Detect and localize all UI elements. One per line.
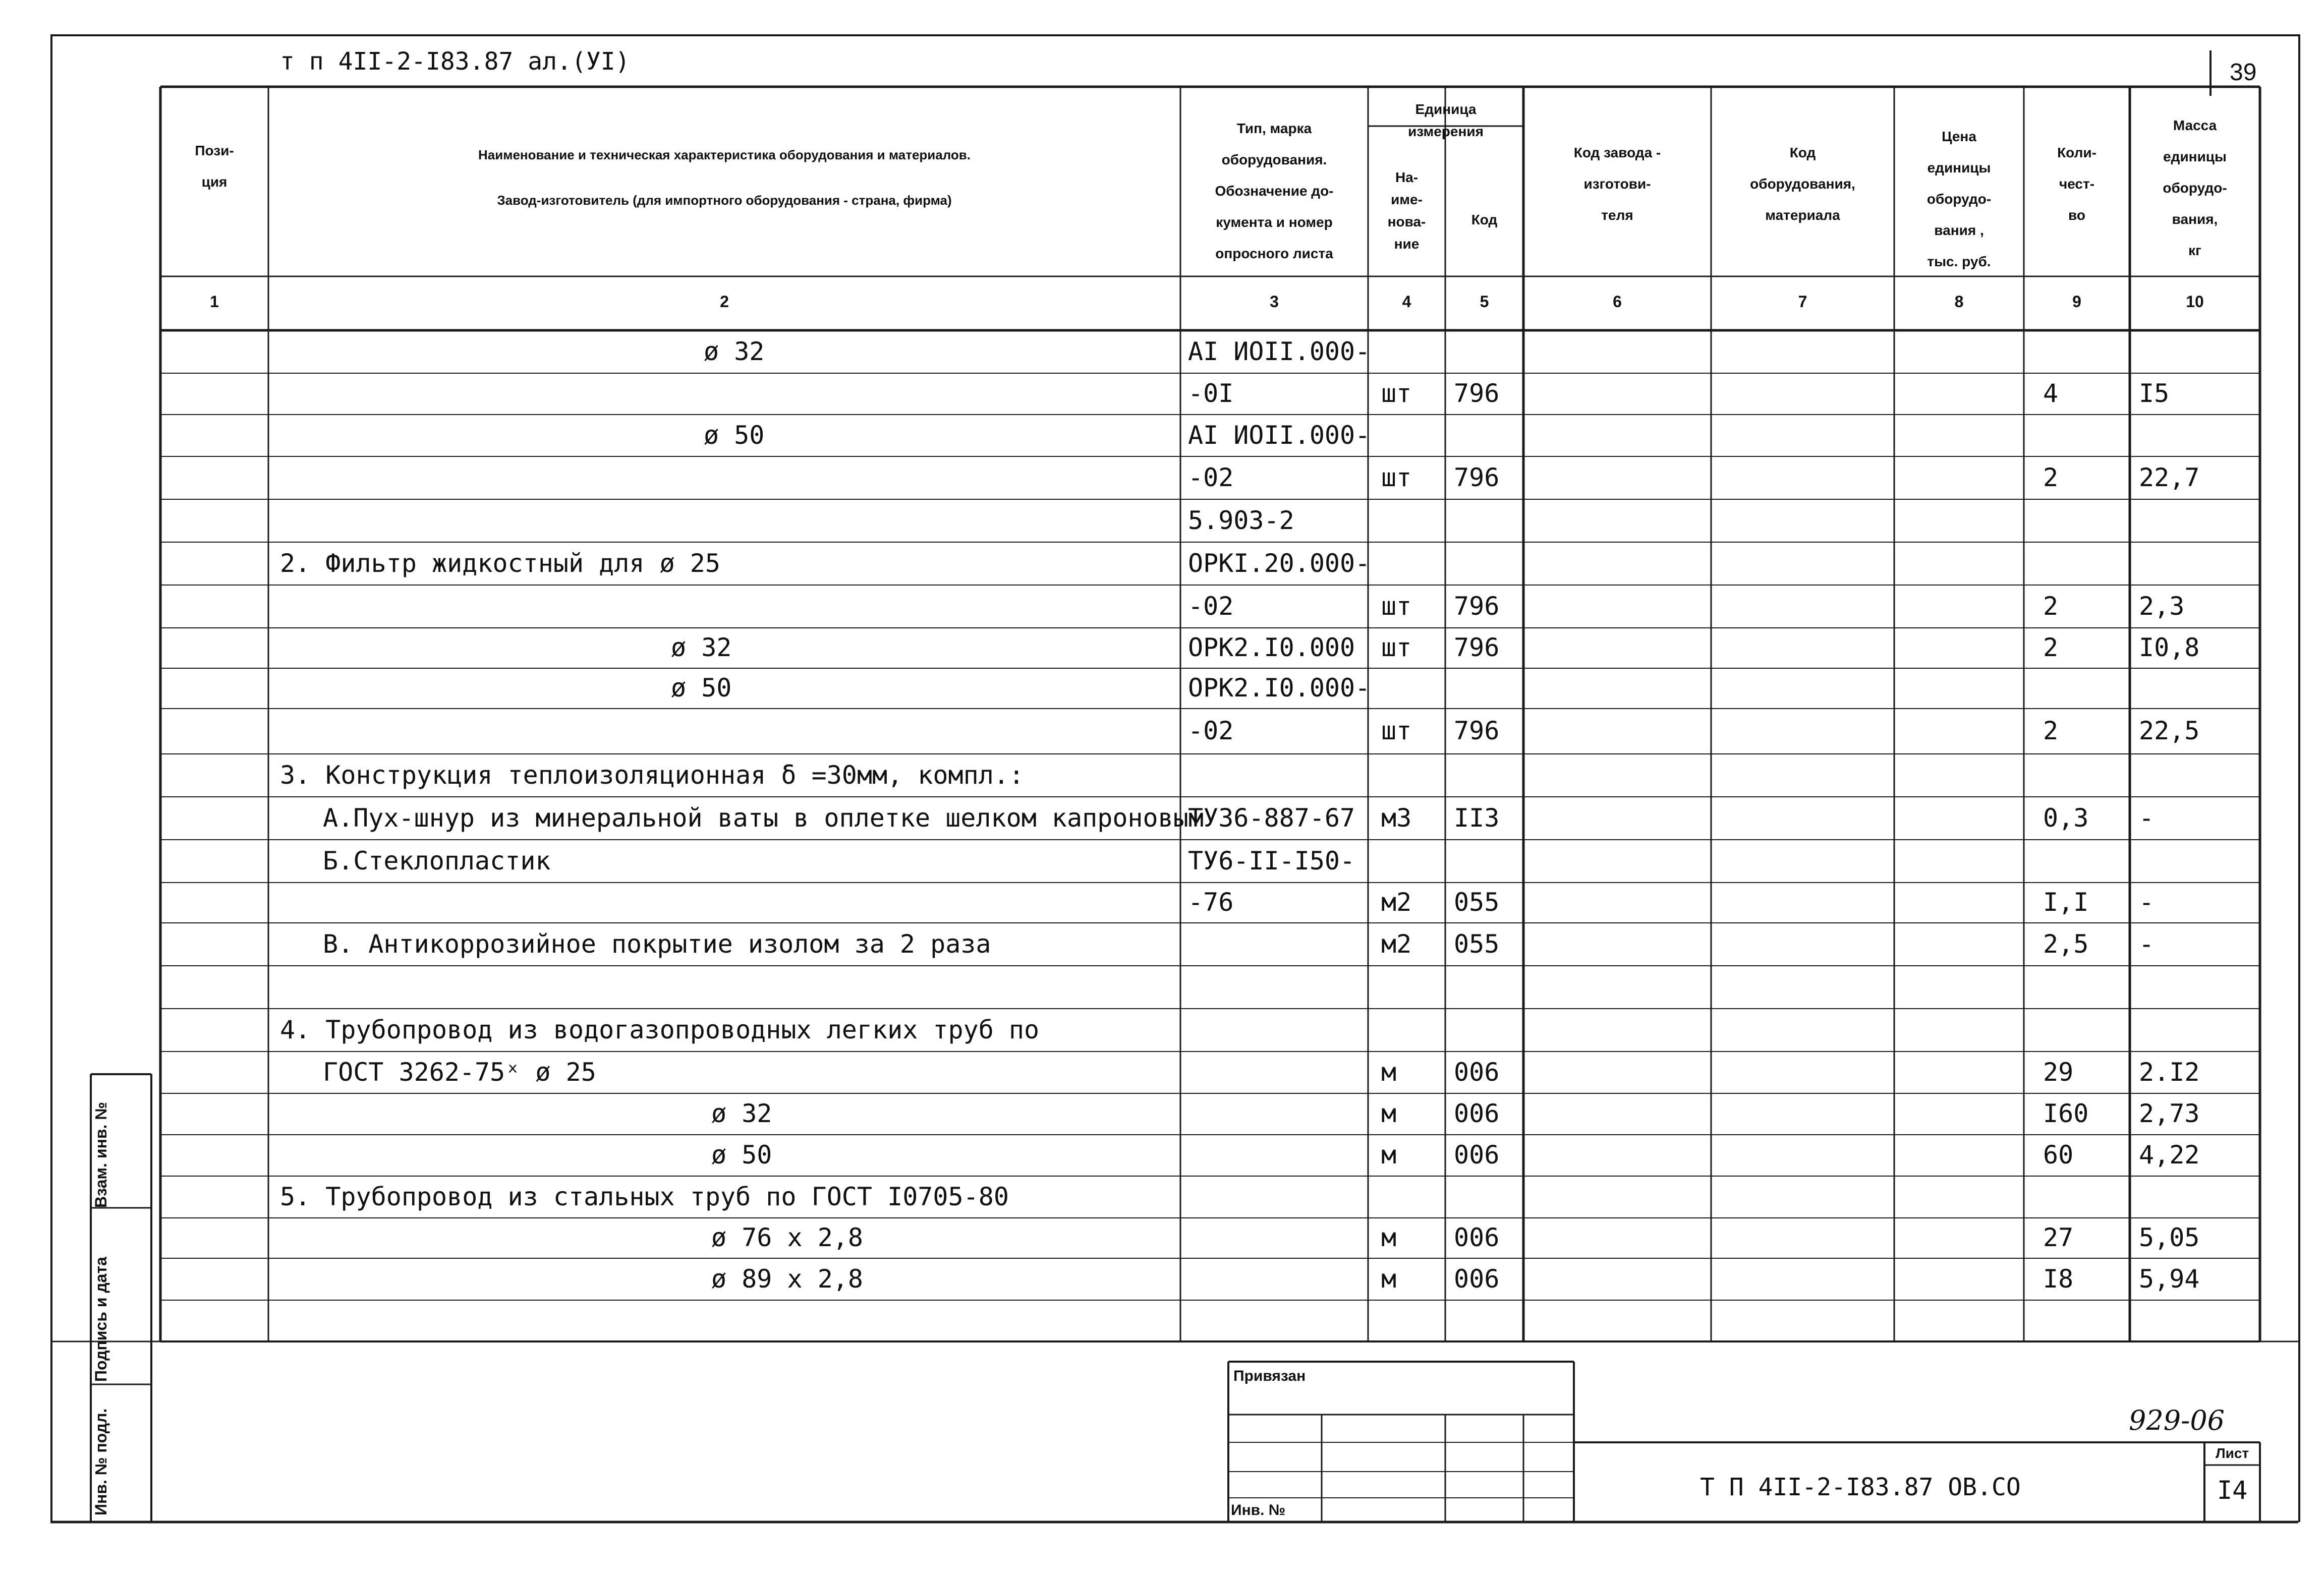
- row-unit-name: м: [1381, 1223, 1397, 1252]
- column-number-7: 7: [1798, 293, 1807, 311]
- row-quantity: 27: [2043, 1223, 2074, 1252]
- row-unit-code: 796: [1454, 633, 1500, 662]
- row-unit-mass: 22,5: [2139, 716, 2200, 745]
- row-item-name: ø 32: [704, 336, 765, 366]
- row-quantity: I60: [2043, 1099, 2089, 1128]
- column-number-9: 9: [2072, 293, 2081, 311]
- row-doc-designation: ОРКI.20.000-: [1188, 548, 1371, 578]
- row-doc-designation: -0I: [1188, 379, 1234, 408]
- signature-date-label: Подпись и дата: [92, 1257, 110, 1382]
- row-quantity: 2: [2043, 633, 2059, 662]
- row-item-name: А.Пух-шнур из минеральной ваты в оплетке шелком капроновым: [323, 803, 1204, 833]
- row-unit-name: м3: [1381, 803, 1412, 833]
- row-unit-code: 006: [1454, 1140, 1500, 1170]
- row-unit-mass: 2,3: [2139, 591, 2185, 621]
- row-unit-code: 796: [1454, 591, 1500, 621]
- column-header-2: Наименование и техническая характеристика оборудования и материалов. Завод-изготовитель (для импортного оборудования - страна, фирма): [478, 147, 971, 208]
- column-header-6: Код завода - изготови- теля: [1573, 145, 1661, 223]
- row-item-name: ø 50: [704, 420, 765, 450]
- row-doc-designation: АI ИОII.000-: [1188, 420, 1371, 450]
- row-doc-designation: АI ИОII.000-: [1188, 336, 1371, 366]
- row-unit-name: м: [1381, 1057, 1397, 1087]
- column-header-4: На- име- нова- ние: [1387, 169, 1426, 252]
- row-unit-name: м: [1381, 1099, 1397, 1128]
- doc-designation: Т П 4II-2-I83.87 ОВ.СО: [1700, 1473, 2021, 1501]
- row-item-name: Б.Стеклопластик: [323, 846, 551, 875]
- row-doc-designation: 5.903-2: [1188, 505, 1294, 535]
- row-unit-code: 796: [1454, 462, 1500, 492]
- row-unit-code: 006: [1454, 1099, 1500, 1128]
- column-number-1: 1: [210, 293, 219, 311]
- row-unit-code: 006: [1454, 1223, 1500, 1252]
- row-quantity: 0,3: [2043, 803, 2089, 833]
- column-header-7: Код оборудования, материала: [1750, 145, 1855, 223]
- row-item-name: 5. Трубопровод из стальных труб по ГОСТ I0705-80: [280, 1182, 1009, 1211]
- row-item-name: 4. Трубопровод из водогазопроводных легких труб по: [280, 1015, 1040, 1044]
- handwritten-doc-number: 929-06: [2129, 1405, 2225, 1436]
- row-quantity: 2: [2043, 591, 2059, 621]
- row-unit-name: шт: [1381, 379, 1412, 408]
- row-item-name: В. Антикоррозийное покрытие изолом за 2 раза: [323, 929, 991, 959]
- column-number-3: 3: [1270, 293, 1279, 311]
- row-unit-name: м2: [1381, 888, 1412, 917]
- row-unit-code: 796: [1454, 379, 1500, 408]
- attached-label: Привязан: [1233, 1368, 1306, 1384]
- doc-code-header: т п 4II-2-I83.87 ал.(УI): [280, 47, 630, 76]
- row-doc-designation: ТУ6-II-I50-: [1188, 846, 1355, 875]
- row-unit-mass: I5: [2139, 379, 2170, 408]
- column-header-1: Пози- ция: [195, 143, 234, 190]
- row-quantity: 29: [2043, 1057, 2074, 1087]
- row-unit-code: 055: [1454, 929, 1500, 959]
- row-item-name: ГОСТ 3262-75ˣ ø 25: [323, 1057, 596, 1087]
- row-doc-designation: -02: [1188, 462, 1234, 492]
- inv-no-label: Инв. №: [1231, 1502, 1286, 1518]
- row-quantity: 2: [2043, 716, 2059, 745]
- row-unit-code: 796: [1454, 716, 1500, 745]
- row-item-name: ø 50: [711, 1140, 772, 1170]
- column-number-5: 5: [1480, 293, 1489, 311]
- row-unit-name: шт: [1381, 462, 1412, 492]
- sheet-number: I4: [2217, 1476, 2248, 1505]
- column-header-8: Цена единицы оборудо- вания , тыс. руб.: [1926, 129, 1992, 269]
- row-item-name: 2. Фильтр жидкостный для ø 25: [280, 548, 720, 578]
- sheet-label: Лист: [2216, 1445, 2249, 1461]
- column-number-8: 8: [1954, 293, 1964, 311]
- row-doc-designation: ОРК2.I0.000-: [1188, 673, 1371, 703]
- row-unit-name: м: [1381, 1264, 1397, 1294]
- row-unit-code: 006: [1454, 1264, 1500, 1294]
- column-number-6: 6: [1613, 293, 1622, 311]
- row-unit-code: 055: [1454, 888, 1500, 917]
- column-header-9: Коли- чест- во: [2057, 145, 2096, 223]
- column-header-3: Тип, марка оборудования. Обозначение до- кумента и номер опросного листа: [1215, 121, 1334, 261]
- row-unit-mass: -: [2139, 888, 2155, 917]
- row-unit-mass: 5,05: [2139, 1223, 2200, 1252]
- row-unit-mass: 22,7: [2139, 462, 2200, 492]
- row-item-name: ø 32: [671, 633, 732, 662]
- unit-group-header: Единица измерения: [1408, 101, 1484, 139]
- row-doc-designation: -76: [1188, 888, 1234, 917]
- column-number-4: 4: [1402, 293, 1411, 311]
- row-unit-mass: 2,73: [2139, 1099, 2200, 1128]
- row-unit-code: 006: [1454, 1057, 1500, 1087]
- row-unit-mass: -: [2139, 929, 2155, 959]
- row-doc-designation: ТУ36-887-67: [1188, 803, 1355, 833]
- column-header-5: Код: [1471, 212, 1498, 227]
- replaced-inv-label: Взам. инв. №: [92, 1102, 110, 1208]
- row-quantity: I,I: [2043, 888, 2089, 917]
- row-unit-mass: 4,22: [2139, 1140, 2200, 1170]
- row-quantity: 2,5: [2043, 929, 2089, 959]
- row-quantity: I8: [2043, 1264, 2074, 1294]
- row-quantity: 2: [2043, 462, 2059, 492]
- column-header-10: Масса единицы оборудо- вания, кг: [2163, 118, 2227, 258]
- row-item-name: ø 32: [711, 1099, 772, 1128]
- row-unit-name: шт: [1381, 716, 1412, 745]
- row-item-name: ø 50: [671, 673, 732, 703]
- row-doc-designation: -02: [1188, 591, 1234, 621]
- column-number-2: 2: [720, 293, 729, 311]
- row-quantity: 60: [2043, 1140, 2074, 1170]
- column-number-10: 10: [2186, 293, 2204, 311]
- page-number: 39: [2230, 59, 2257, 86]
- row-unit-mass: 5,94: [2139, 1264, 2200, 1294]
- row-unit-name: м2: [1381, 929, 1412, 959]
- row-item-name: ø 76 х 2,8: [711, 1223, 864, 1252]
- row-quantity: 4: [2043, 379, 2059, 408]
- inv-original-label: Инв. № подл.: [92, 1408, 110, 1515]
- row-unit-name: шт: [1381, 591, 1412, 621]
- row-doc-designation: ОРК2.I0.000: [1188, 633, 1355, 662]
- row-unit-mass: 2.I2: [2139, 1057, 2200, 1087]
- row-unit-name: м: [1381, 1140, 1397, 1170]
- row-unit-mass: -: [2139, 803, 2155, 833]
- row-item-name: ø 89 х 2,8: [711, 1264, 864, 1294]
- row-doc-designation: -02: [1188, 716, 1234, 745]
- row-unit-code: II3: [1454, 803, 1500, 833]
- row-item-name: 3. Конструкция теплоизоляционная δ =30мм, компл.:: [280, 760, 1025, 790]
- row-unit-mass: I0,8: [2139, 633, 2200, 662]
- row-unit-name: шт: [1381, 633, 1412, 662]
